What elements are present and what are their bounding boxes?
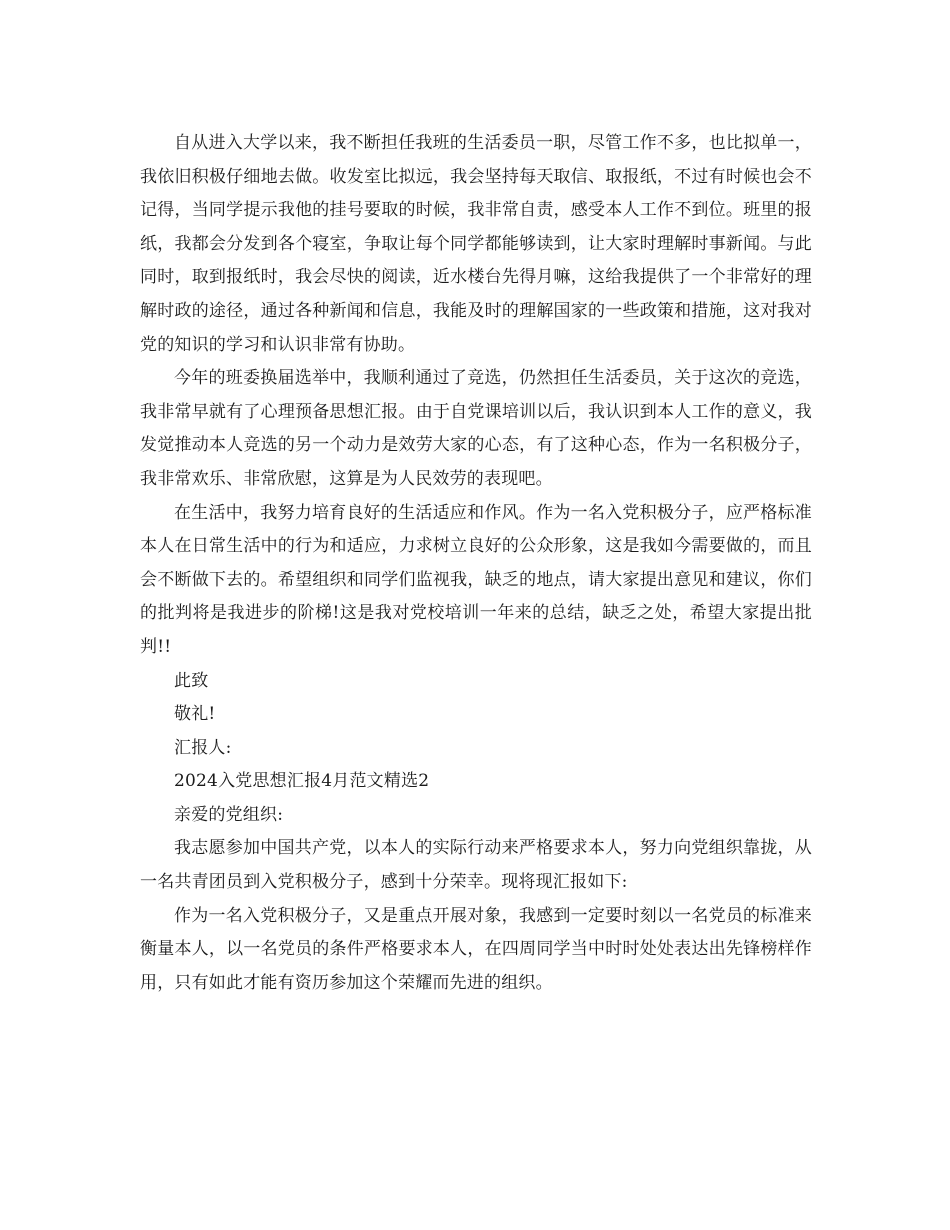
paragraph-election: 今年的班委换届选举中，我顺利通过了竞选，仍然担任生活委员，关于这次的竞选，我非常早就有了心理预备思想汇报。由于自党课培训以后，我认识到本人工作的意义，我发觉推动本人竞选的另一个动力是效劳大家的心态，有了这种心态，作为一名积极分子，我非常欢乐、非常欣慰，这算是为人民效劳的表现吧。 <box>140 368 812 489</box>
paragraph-daily-life: 在生活中，我努力培育良好的生活适应和作风。作为一名入党积极分子，应严格标准本人在日常生活中的行为和适应，力求树立良好的公众形象，这是我如今需要做的，而且会不断做下去的。希望组织和同学们监视我，缺乏的地点，请大家提出意见和建议，你们的批判将是我进步的阶梯!这是我对党校培训一年来的总结，缺乏之处，希望大家提出批判!! <box>140 502 812 657</box>
greeting-line: 亲爱的党组织: <box>174 804 284 825</box>
paragraph-life-committee: 自从进入大学以来，我不断担任我班的生活委员一职，尽管工作不多，也比拟单一，我依旧积极仔细地去做。收发室比拟远，我会坚持每天取信、取报纸，不过有时候也会不记得，当同学提示我他的挂号要取的时候，我非常自责，感受本人工作不到位。班里的报纸，我都会分发到各个寝室，争取让每个同学都能够读到，让大家时理解时事新闻。与此同时，取到报纸时，我会尽快的阅读，近水楼台先得月嘛，这给我提供了一个非常好的理解时政的途径，通过各种新闻和信息，我能及时的理解国家的一些政策和措施，这对我对党的知识的学习和认识非常有协助。 <box>140 133 812 355</box>
reporter-line: 汇报人: <box>174 737 232 758</box>
paragraph-standard: 作为一名入党积极分子，又是重点开展对象，我感到一定要时刻以一名党员的标准来衡量本人，以一名党员的条件严格要求本人，在四周同学当中时时处处表达出先锋榜样作用，只有如此才能有资历参加这个荣耀而先进的组织。 <box>140 905 812 993</box>
second-report-title: 2024入党思想汇报4月范文精选2 <box>174 771 430 792</box>
salute-line: 敬礼! <box>174 704 216 725</box>
document-page <box>140 127 812 1000</box>
closing-line: 此致 <box>174 670 209 691</box>
paragraph-volunteer: 我志愿参加中国共产党，以本人的实际行动来严格要求本人，努力向党组织靠拢，从一名共青团员到入党积极分子，感到十分荣幸。现将现汇报如下: <box>140 838 812 893</box>
